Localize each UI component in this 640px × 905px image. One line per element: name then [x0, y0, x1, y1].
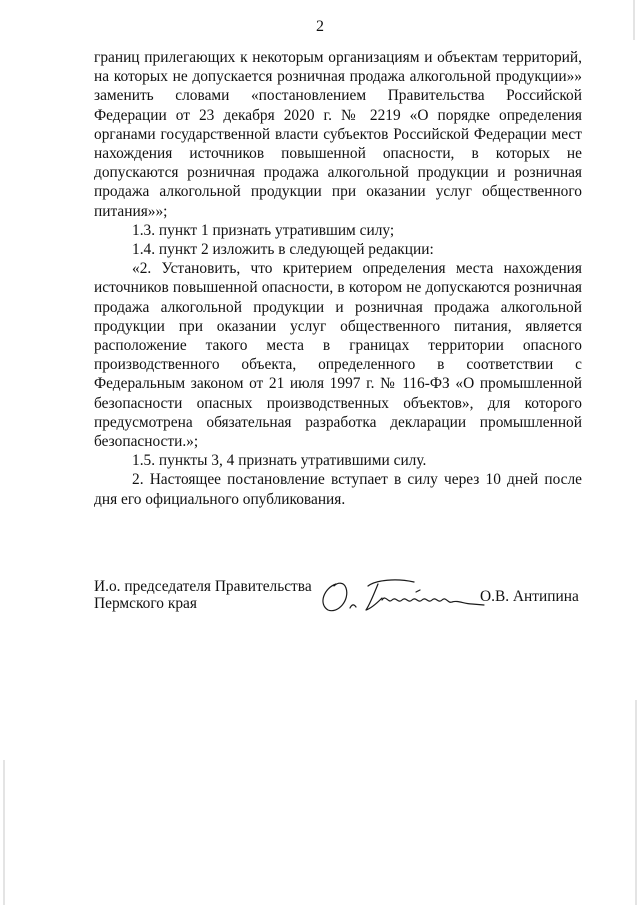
page-number: 2	[316, 18, 324, 35]
paragraph-continuation: границ прилегающих к некоторым организациям и объектам территорий, на которых не допускается розничная продажа алкогольной продукции»» заменить словами «постановлением Правительства Российской Федерации от 23 декабря 2020 г. № 2219 «О порядке определения органами государственной власти субъектов Российской Федерации мест нахождения источников повышенной опасности, в которых не допускаются розничная продажа алкогольной продукции и розничная продажа алкогольной продукции при оказании услуг общественного питания»»;	[94, 49, 582, 220]
signer-title-line-1: И.о. председателя Правительства	[94, 578, 312, 595]
paragraph-item-1-5: 1.5. пункты 3, 4 признать утратившими силу.	[132, 452, 427, 470]
paragraph-item-1-4: 1.4. пункт 2 изложить в следующей редакции:	[132, 241, 434, 259]
paragraph-quoted-clause: «2. Установить, что критерием определения места нахождения источников повышенной опасности, в котором не допускаются розничная продажа алкогольной продукции и розничная продажа алкогольной продукции при оказании услуг общественного питания, является расположение такого места в границах территории опасного производственного объекта, определенного в соответствии с Федеральным законом от 21 июля 1997 г. № 116-ФЗ «О промышленной безопасности опасных производственных объектов», для которого предусмотрена обязательная разработка декларации промышленной безопасности.»;	[94, 260, 582, 451]
paragraph-item-2: 2. Настоящее постановление вступает в силу через 10 дней после дня его официального опубликования.	[94, 471, 582, 508]
signer-name: О.В. Антипина	[480, 588, 579, 605]
signer-title-line-2: Пермского края	[94, 595, 197, 612]
paragraph-item-1-3: 1.3. пункт 1 признать утратившим силу;	[132, 221, 395, 239]
